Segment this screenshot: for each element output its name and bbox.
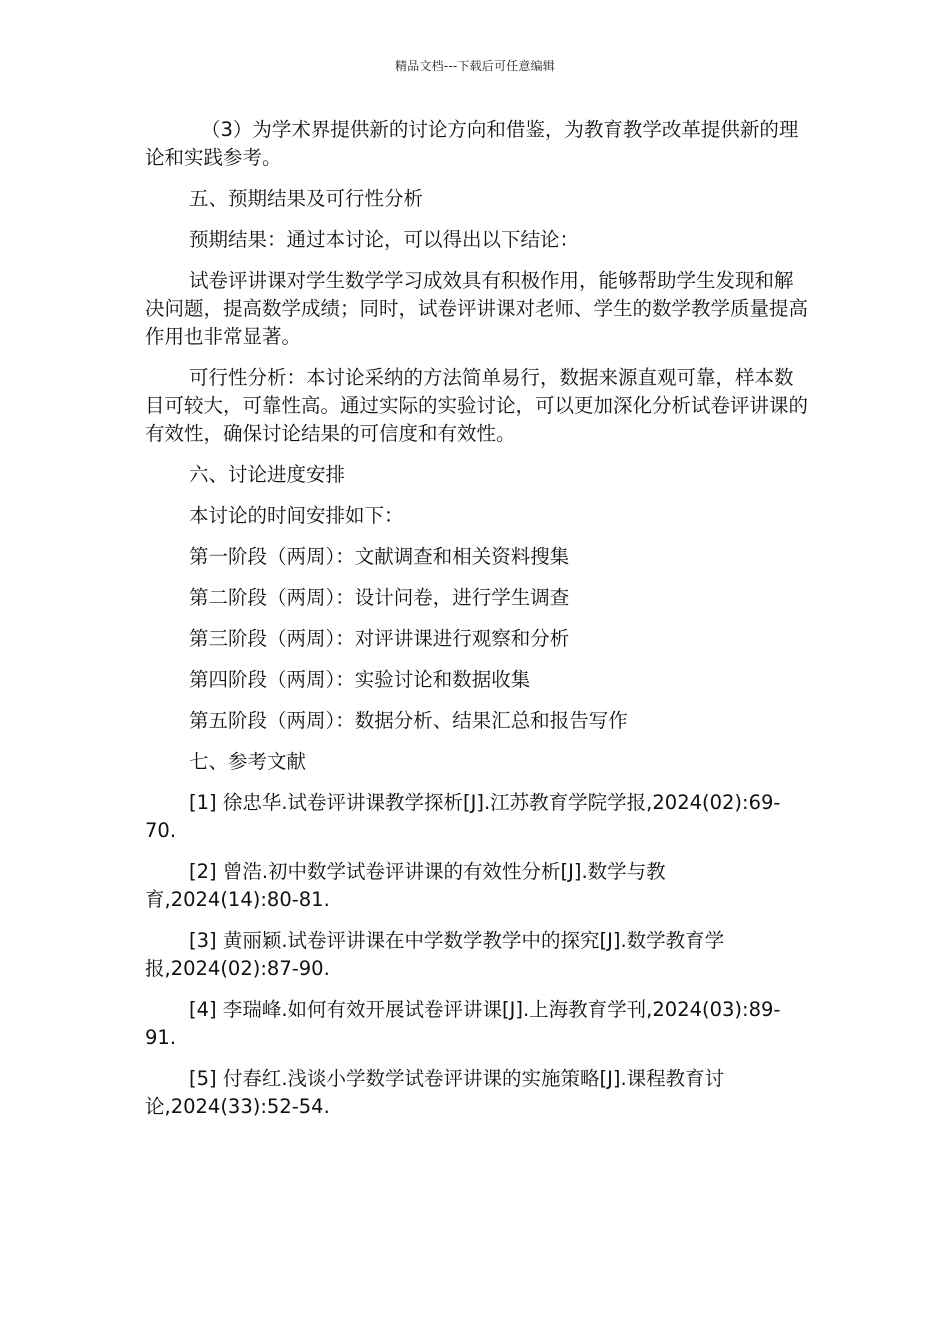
schedule-item-stage-3: 第三阶段（两周）：对评讲课进行观察和分析 xyxy=(189,627,570,650)
reference-item-2: [2] 曾浩.初中数学试卷评讲课的有效性分析[J].数学与教育,2024(14):80-81. xyxy=(145,860,666,911)
feasibility-analysis: 可行性分析：本讨论采纳的方法简单易行，数据来源直观可靠，样本数目可较大，可靠性高。通过实际的实验讨论，可以更加深化分析试卷评讲课的有效性，确保讨论结果的可信度和有效性。 xyxy=(145,366,809,445)
document-body xyxy=(145,116,810,1134)
reference-item-1: [1] 徐忠华.试卷评讲课教学探析[J].江苏教育学院学报,2024(02):69-70. xyxy=(145,791,781,842)
expected-results-intro: 预期结果：通过本讨论，可以得出以下结论： xyxy=(189,228,580,251)
section-7-heading: 七、参考文献 xyxy=(189,750,307,773)
reference-item-4: [4] 李瑞峰.如何有效开展试卷评讲课[J].上海教育学刊,2024(03):89-91. xyxy=(145,998,781,1049)
page-header: 精品文档---下载后可任意编辑 xyxy=(395,59,555,73)
schedule-intro: 本讨论的时间安排如下： xyxy=(189,504,404,527)
schedule-item-stage-2: 第二阶段（两周）：设计问卷，进行学生调查 xyxy=(189,586,570,609)
contribution-3-paragraph: （3）为学术界提供新的讨论方向和借鉴，为教育教学改革提供新的理论和实践参考。 xyxy=(145,118,799,169)
schedule-item-stage-1: 第一阶段（两周）：文献调查和相关资料搜集 xyxy=(189,545,570,568)
schedule-item-stage-5: 第五阶段（两周）：数据分析、结果汇总和报告写作 xyxy=(189,709,628,732)
expected-results-conclusion: 试卷评讲课对学生数学学习成效具有积极作用，能够帮助学生发现和解决问题，提高数学成绩；同时，试卷评讲课对老师、学生的数学教学质量提高作用也非常显著。 xyxy=(145,269,809,348)
reference-item-5: [5] 付春红.浅谈小学数学试卷评讲课的实施策略[J].课程教育讨论,2024(33):52-54. xyxy=(145,1067,725,1118)
section-6-heading: 六、讨论进度安排 xyxy=(189,463,346,486)
section-5-heading: 五、预期结果及可行性分析 xyxy=(189,187,424,210)
reference-item-3: [3] 黄丽颖.试卷评讲课在中学数学教学中的探究[J].数学教育学报,2024(02):87-90. xyxy=(145,929,725,980)
schedule-item-stage-4: 第四阶段（两周）：实验讨论和数据收集 xyxy=(189,668,531,691)
